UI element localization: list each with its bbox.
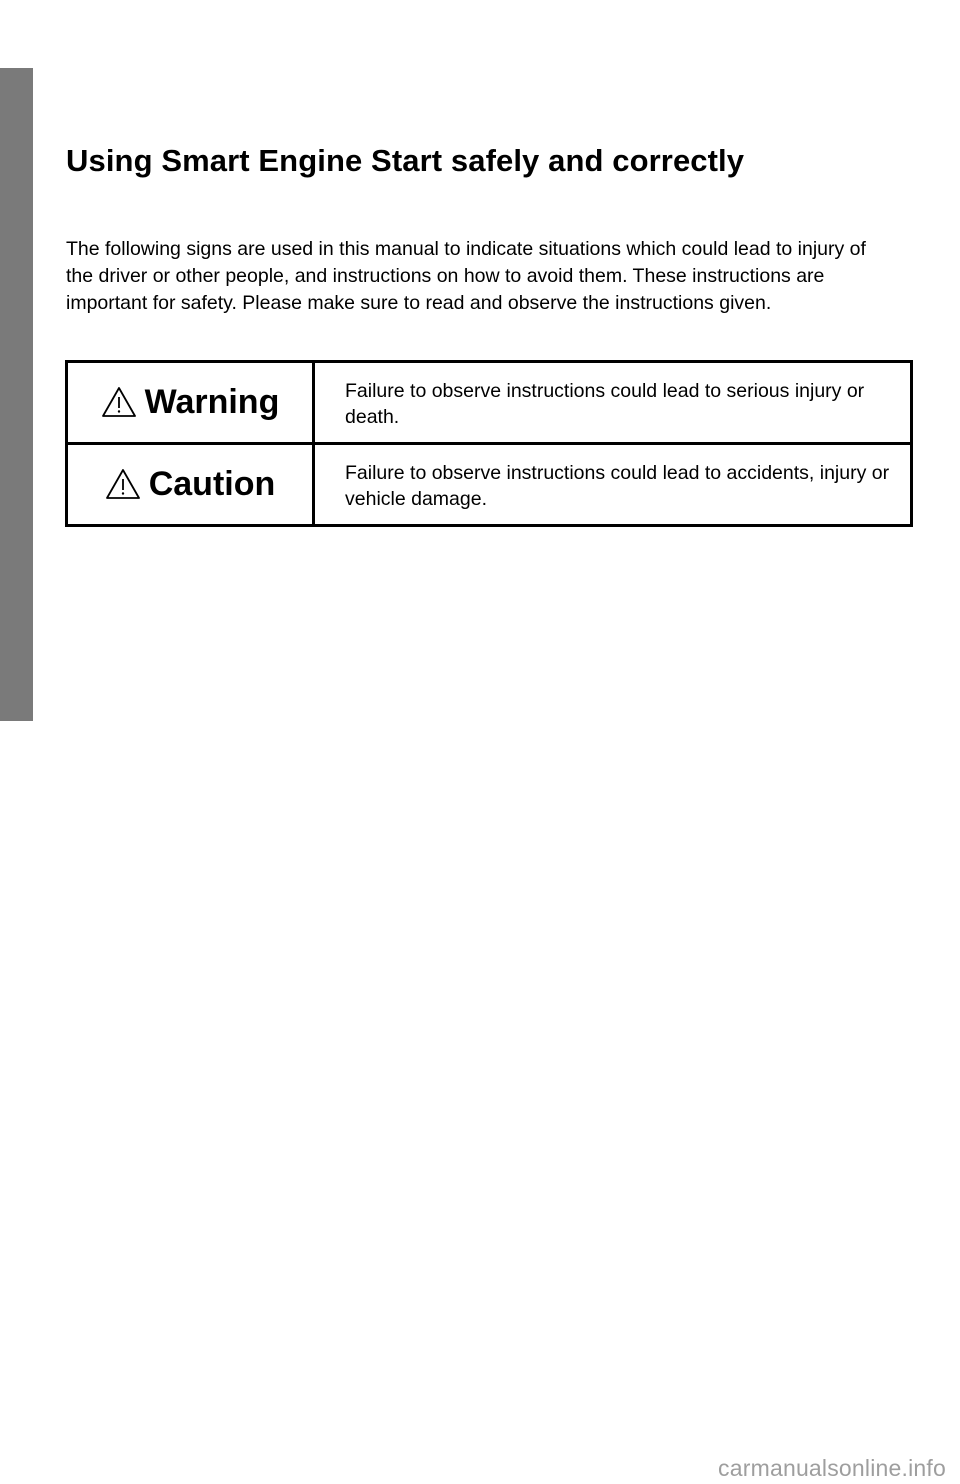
warning-triangle-icon	[101, 386, 137, 418]
sign-cell-caution	[67, 444, 314, 526]
safety-signs-table	[65, 360, 913, 527]
warning-label: Warning	[144, 383, 280, 421]
sign-cell-warning	[67, 362, 314, 444]
warning-description: Failure to observe instructions could lead to serious injury or death.	[314, 362, 912, 444]
caution-label: Caution	[148, 465, 276, 503]
sign-row-caution	[67, 444, 912, 526]
page-title: Using Smart Engine Start safely and correctly	[66, 143, 745, 178]
watermark: carmanualsonline.info	[718, 1455, 946, 1481]
warning-triangle-icon	[105, 468, 141, 500]
section-side-tab	[0, 68, 33, 721]
caution-description: Failure to observe instructions could lead to accidents, injury or vehicle damage.	[314, 444, 912, 526]
warning-sign	[101, 382, 280, 422]
intro-paragraph: The following signs are used in this manual to indicate situations which could lead to injury of the driver or other people, and instructions on how to avoid them. These instructions are important for safety. Please make sure to read and observe the instructions given.	[66, 238, 866, 314]
caution-sign	[105, 464, 276, 504]
sign-row-warning	[67, 362, 912, 444]
